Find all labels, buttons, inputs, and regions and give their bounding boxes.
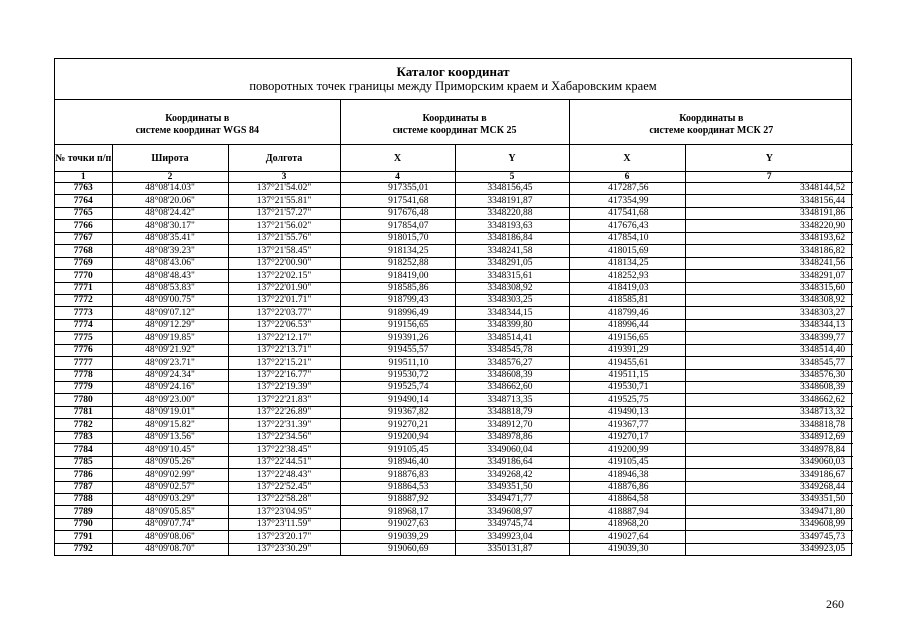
latitude-cell: 48°09'19.85" <box>112 332 228 344</box>
point-number-cell: 7765 <box>55 207 112 219</box>
x-msk25-cell: 919270,21 <box>340 419 455 431</box>
point-number-cell: 7779 <box>55 382 112 394</box>
x-msk25-cell: 919367,82 <box>340 406 455 418</box>
y-msk25-cell: 3349060,04 <box>455 444 569 456</box>
x-msk25-cell: 918876,83 <box>340 469 455 481</box>
longitude-cell: 137°22'01.90" <box>228 282 340 294</box>
latitude-cell: 48°09'07.74" <box>112 518 228 530</box>
table-row <box>55 220 853 232</box>
column-header-x-msk25: X <box>340 145 455 172</box>
y-msk25-cell: 3348344,15 <box>455 307 569 319</box>
point-number-cell: 7792 <box>55 543 112 555</box>
y-msk25-cell: 3349608,97 <box>455 506 569 518</box>
table-row <box>55 270 853 282</box>
x-msk25-cell: 918887,92 <box>340 493 455 505</box>
point-number-cell: 7787 <box>55 481 112 493</box>
x-msk25-cell: 917355,01 <box>340 183 455 195</box>
longitude-cell: 137°23'30.29" <box>228 543 340 555</box>
y-msk27-cell: 3348156,44 <box>685 195 853 207</box>
x-msk25-cell: 919039,29 <box>340 531 455 543</box>
latitude-cell: 48°09'13.56" <box>112 431 228 443</box>
y-msk27-cell: 3349186,67 <box>685 469 853 481</box>
x-msk25-cell: 919200,94 <box>340 431 455 443</box>
column-number-row <box>55 172 853 183</box>
x-msk25-cell: 918252,88 <box>340 257 455 269</box>
y-msk27-cell: 3348193,62 <box>685 232 853 244</box>
table-row <box>55 543 853 555</box>
table-row <box>55 456 853 468</box>
longitude-cell: 137°22'21.83" <box>228 394 340 406</box>
x-msk27-cell: 418252,93 <box>569 270 685 282</box>
y-msk25-cell: 3348241,58 <box>455 245 569 257</box>
longitude-cell: 137°23'04.95" <box>228 506 340 518</box>
x-msk27-cell: 418946,38 <box>569 469 685 481</box>
y-msk25-cell: 3348713,35 <box>455 394 569 406</box>
y-msk27-cell: 3348191,86 <box>685 207 853 219</box>
point-number-cell: 7791 <box>55 531 112 543</box>
latitude-cell: 48°08'43.06" <box>112 257 228 269</box>
point-number-cell: 7764 <box>55 195 112 207</box>
latitude-cell: 48°09'05.85" <box>112 506 228 518</box>
column-number: 7 <box>685 172 853 183</box>
point-number-cell: 7777 <box>55 357 112 369</box>
column-number: 5 <box>455 172 569 183</box>
y-msk25-cell: 3349471,77 <box>455 493 569 505</box>
column-header-y-msk27: Y <box>685 145 853 172</box>
point-number-cell: 7784 <box>55 444 112 456</box>
longitude-cell: 137°22'12.17" <box>228 332 340 344</box>
x-msk25-cell: 918419,00 <box>340 270 455 282</box>
x-msk25-cell: 919027,63 <box>340 518 455 530</box>
y-msk25-cell: 3348303,25 <box>455 294 569 306</box>
x-msk27-cell: 417676,43 <box>569 220 685 232</box>
y-msk27-cell: 3348608,39 <box>685 382 853 394</box>
latitude-cell: 48°09'15.82" <box>112 419 228 431</box>
y-msk25-cell: 3349268,42 <box>455 469 569 481</box>
y-msk27-cell: 3348308,92 <box>685 294 853 306</box>
y-msk25-cell: 3348608,39 <box>455 369 569 381</box>
y-msk25-cell: 3348308,92 <box>455 282 569 294</box>
y-msk27-cell: 3348220,90 <box>685 220 853 232</box>
x-msk27-cell: 418876,86 <box>569 481 685 493</box>
x-msk27-cell: 419039,30 <box>569 543 685 555</box>
x-msk27-cell: 417354,99 <box>569 195 685 207</box>
longitude-cell: 137°22'03.77" <box>228 307 340 319</box>
point-number-cell: 7782 <box>55 419 112 431</box>
x-msk25-cell: 919391,26 <box>340 332 455 344</box>
point-number-cell: 7776 <box>55 344 112 356</box>
column-number: 4 <box>340 172 455 183</box>
y-msk25-cell: 3348545,78 <box>455 344 569 356</box>
y-msk27-cell: 3348576,30 <box>685 369 853 381</box>
longitude-cell: 137°22'02.15" <box>228 270 340 282</box>
x-msk25-cell: 917676,48 <box>340 207 455 219</box>
latitude-cell: 48°09'02.57" <box>112 481 228 493</box>
y-msk25-cell: 3348514,41 <box>455 332 569 344</box>
x-msk27-cell: 419156,65 <box>569 332 685 344</box>
y-msk25-cell: 3348315,61 <box>455 270 569 282</box>
x-msk25-cell: 919060,69 <box>340 543 455 555</box>
x-msk25-cell: 918946,40 <box>340 456 455 468</box>
longitude-cell: 137°21'58.45" <box>228 245 340 257</box>
y-msk25-cell: 3348818,79 <box>455 406 569 418</box>
longitude-cell: 137°22'38.45" <box>228 444 340 456</box>
latitude-cell: 48°08'35.41" <box>112 232 228 244</box>
y-msk25-cell: 3348156,45 <box>455 183 569 195</box>
longitude-cell: 137°22'01.71" <box>228 294 340 306</box>
column-number: 2 <box>112 172 228 183</box>
longitude-cell: 137°21'55.76" <box>228 232 340 244</box>
y-msk25-cell: 3348193,63 <box>455 220 569 232</box>
longitude-cell: 137°21'57.27" <box>228 207 340 219</box>
longitude-cell: 137°22'26.89" <box>228 406 340 418</box>
latitude-cell: 48°09'24.16" <box>112 382 228 394</box>
point-number-cell: 7766 <box>55 220 112 232</box>
y-msk25-cell: 3348186,84 <box>455 232 569 244</box>
latitude-cell: 48°09'08.06" <box>112 531 228 543</box>
x-msk27-cell: 418419,03 <box>569 282 685 294</box>
column-header-longitude: Долгота <box>228 145 340 172</box>
x-msk25-cell: 918996,49 <box>340 307 455 319</box>
y-msk27-cell: 3349923,05 <box>685 543 853 555</box>
column-number: 3 <box>228 172 340 183</box>
x-msk27-cell: 418015,69 <box>569 245 685 257</box>
table-row <box>55 195 853 207</box>
table-row <box>55 245 853 257</box>
point-number-cell: 7775 <box>55 332 112 344</box>
x-msk27-cell: 418134,25 <box>569 257 685 269</box>
longitude-cell: 137°22'48.43" <box>228 469 340 481</box>
y-msk27-cell: 3348303,27 <box>685 307 853 319</box>
table-row <box>55 493 853 505</box>
point-number-cell: 7769 <box>55 257 112 269</box>
x-msk25-cell: 918134,25 <box>340 245 455 257</box>
catalog-header <box>55 59 851 100</box>
latitude-cell: 48°09'10.45" <box>112 444 228 456</box>
column-number: 6 <box>569 172 685 183</box>
coordinate-catalog <box>54 58 852 556</box>
latitude-cell: 48°09'02.99" <box>112 469 228 481</box>
latitude-cell: 48°09'12.29" <box>112 319 228 331</box>
system-msk27-header: Координаты в системе координат МСК 27 <box>569 100 853 145</box>
latitude-cell: 48°08'14.03" <box>112 183 228 195</box>
latitude-cell: 48°09'00.75" <box>112 294 228 306</box>
y-msk27-cell: 3349471,80 <box>685 506 853 518</box>
table-row <box>55 282 853 294</box>
latitude-cell: 48°09'19.01" <box>112 406 228 418</box>
longitude-cell: 137°21'55.81" <box>228 195 340 207</box>
latitude-cell: 48°09'21.92" <box>112 344 228 356</box>
table-row <box>55 294 853 306</box>
system-msk25-header: Координаты в системе координат МСК 25 <box>340 100 569 145</box>
latitude-cell: 48°08'39.23" <box>112 245 228 257</box>
latitude-cell: 48°08'53.83" <box>112 282 228 294</box>
y-msk27-cell: 3348144,52 <box>685 183 853 195</box>
table-row <box>55 406 853 418</box>
table-row <box>55 257 853 269</box>
x-msk25-cell: 919525,74 <box>340 382 455 394</box>
y-msk27-cell: 3348344,13 <box>685 319 853 331</box>
latitude-cell: 48°09'23.00" <box>112 394 228 406</box>
point-number-cell: 7781 <box>55 406 112 418</box>
x-msk27-cell: 419511,15 <box>569 369 685 381</box>
column-header-point: № точки п/п <box>55 145 112 172</box>
y-msk27-cell: 3349745,73 <box>685 531 853 543</box>
y-msk25-cell: 3348978,86 <box>455 431 569 443</box>
y-msk27-cell: 3349608,99 <box>685 518 853 530</box>
x-msk25-cell: 919455,57 <box>340 344 455 356</box>
x-msk27-cell: 417541,68 <box>569 207 685 219</box>
y-msk25-cell: 3349351,50 <box>455 481 569 493</box>
x-msk27-cell: 418799,46 <box>569 307 685 319</box>
x-msk25-cell: 919490,14 <box>340 394 455 406</box>
x-msk25-cell: 918864,53 <box>340 481 455 493</box>
table-row <box>55 481 853 493</box>
longitude-cell: 137°21'56.02" <box>228 220 340 232</box>
longitude-cell: 137°21'54.02" <box>228 183 340 195</box>
latitude-cell: 48°09'05.26" <box>112 456 228 468</box>
latitude-cell: 48°09'07.12" <box>112 307 228 319</box>
x-msk25-cell: 919511,10 <box>340 357 455 369</box>
x-msk27-cell: 418887,94 <box>569 506 685 518</box>
y-msk27-cell: 3348912,69 <box>685 431 853 443</box>
table-row <box>55 332 853 344</box>
point-number-cell: 7771 <box>55 282 112 294</box>
point-number-cell: 7785 <box>55 456 112 468</box>
longitude-cell: 137°22'16.77" <box>228 369 340 381</box>
catalog-title: Каталог координат <box>396 64 510 79</box>
latitude-cell: 48°09'03.29" <box>112 493 228 505</box>
y-msk25-cell: 3349186,64 <box>455 456 569 468</box>
longitude-cell: 137°22'15.21" <box>228 357 340 369</box>
y-msk27-cell: 3348315,60 <box>685 282 853 294</box>
y-msk25-cell: 3350131,87 <box>455 543 569 555</box>
system-header-row <box>55 100 853 145</box>
system-wgs84-header: Координаты в системе координат WGS 84 <box>55 100 340 145</box>
longitude-cell: 137°22'00.90" <box>228 257 340 269</box>
point-number-cell: 7772 <box>55 294 112 306</box>
x-msk27-cell: 419027,64 <box>569 531 685 543</box>
column-header-latitude: Широта <box>112 145 228 172</box>
point-number-cell: 7789 <box>55 506 112 518</box>
x-msk25-cell: 918585,86 <box>340 282 455 294</box>
x-msk27-cell: 417854,10 <box>569 232 685 244</box>
x-msk27-cell: 417287,56 <box>569 183 685 195</box>
longitude-cell: 137°22'52.45" <box>228 481 340 493</box>
x-msk27-cell: 419530,71 <box>569 382 685 394</box>
x-msk27-cell: 419391,29 <box>569 344 685 356</box>
table-row <box>55 319 853 331</box>
x-msk27-cell: 419525,75 <box>569 394 685 406</box>
y-msk27-cell: 3349060,03 <box>685 456 853 468</box>
latitude-cell: 48°09'08.70" <box>112 543 228 555</box>
table-row <box>55 419 853 431</box>
y-msk27-cell: 3348662,62 <box>685 394 853 406</box>
longitude-cell: 137°22'31.39" <box>228 419 340 431</box>
point-number-cell: 7770 <box>55 270 112 282</box>
x-msk27-cell: 418585,81 <box>569 294 685 306</box>
table-row <box>55 506 853 518</box>
y-msk27-cell: 3348818,78 <box>685 419 853 431</box>
y-msk25-cell: 3348291,05 <box>455 257 569 269</box>
longitude-cell: 137°23'20.17" <box>228 531 340 543</box>
point-number-cell: 7783 <box>55 431 112 443</box>
table-row <box>55 344 853 356</box>
point-number-cell: 7790 <box>55 518 112 530</box>
column-header-y-msk25: Y <box>455 145 569 172</box>
latitude-cell: 48°09'23.71" <box>112 357 228 369</box>
table-row <box>55 232 853 244</box>
x-msk25-cell: 919530,72 <box>340 369 455 381</box>
table-row <box>55 431 853 443</box>
longitude-cell: 137°22'58.28" <box>228 493 340 505</box>
x-msk25-cell: 917854,07 <box>340 220 455 232</box>
y-msk27-cell: 3348399,77 <box>685 332 853 344</box>
x-msk27-cell: 419367,77 <box>569 419 685 431</box>
point-number-cell: 7763 <box>55 183 112 195</box>
y-msk25-cell: 3348576,27 <box>455 357 569 369</box>
latitude-cell: 48°08'20.06" <box>112 195 228 207</box>
longitude-cell: 137°22'13.71" <box>228 344 340 356</box>
page-number: 260 <box>826 597 844 611</box>
longitude-cell: 137°22'34.56" <box>228 431 340 443</box>
longitude-cell: 137°23'11.59" <box>228 518 340 530</box>
point-number-cell: 7778 <box>55 369 112 381</box>
table-row <box>55 357 853 369</box>
x-msk25-cell: 917541,68 <box>340 195 455 207</box>
x-msk27-cell: 419455,61 <box>569 357 685 369</box>
column-number: 1 <box>55 172 112 183</box>
longitude-cell: 137°22'19.39" <box>228 382 340 394</box>
x-msk25-cell: 918968,17 <box>340 506 455 518</box>
x-msk25-cell: 919156,65 <box>340 319 455 331</box>
y-msk25-cell: 3349745,74 <box>455 518 569 530</box>
point-number-cell: 7774 <box>55 319 112 331</box>
y-msk25-cell: 3348191,87 <box>455 195 569 207</box>
x-msk27-cell: 419490,13 <box>569 406 685 418</box>
y-msk25-cell: 3348662,60 <box>455 382 569 394</box>
table-row <box>55 394 853 406</box>
y-msk27-cell: 3349268,44 <box>685 481 853 493</box>
y-msk27-cell: 3348713,32 <box>685 406 853 418</box>
table-row <box>55 369 853 381</box>
table-row <box>55 444 853 456</box>
y-msk25-cell: 3349923,04 <box>455 531 569 543</box>
y-msk25-cell: 3348399,80 <box>455 319 569 331</box>
column-header-row <box>55 145 853 172</box>
table-row <box>55 518 853 530</box>
y-msk27-cell: 3348291,07 <box>685 270 853 282</box>
y-msk27-cell: 3348186,82 <box>685 245 853 257</box>
x-msk25-cell: 919105,45 <box>340 444 455 456</box>
table-row <box>55 469 853 481</box>
table-row <box>55 207 853 219</box>
latitude-cell: 48°08'30.17" <box>112 220 228 232</box>
point-number-cell: 7767 <box>55 232 112 244</box>
point-number-cell: 7768 <box>55 245 112 257</box>
x-msk25-cell: 918015,70 <box>340 232 455 244</box>
table-row <box>55 183 853 195</box>
y-msk27-cell: 3349351,50 <box>685 493 853 505</box>
catalog-subtitle: поворотных точек границы между Приморским краем и Хабаровским краем <box>249 79 657 93</box>
point-number-cell: 7788 <box>55 493 112 505</box>
latitude-cell: 48°08'24.42" <box>112 207 228 219</box>
table-row <box>55 531 853 543</box>
x-msk27-cell: 418996,44 <box>569 319 685 331</box>
latitude-cell: 48°09'24.34" <box>112 369 228 381</box>
y-msk27-cell: 3348978,84 <box>685 444 853 456</box>
point-number-cell: 7773 <box>55 307 112 319</box>
coordinates-table <box>55 100 853 555</box>
x-msk25-cell: 918799,43 <box>340 294 455 306</box>
x-msk27-cell: 418864,58 <box>569 493 685 505</box>
table-row <box>55 382 853 394</box>
y-msk25-cell: 3348220,88 <box>455 207 569 219</box>
x-msk27-cell: 419200,99 <box>569 444 685 456</box>
x-msk27-cell: 418968,20 <box>569 518 685 530</box>
x-msk27-cell: 419270,17 <box>569 431 685 443</box>
point-number-cell: 7780 <box>55 394 112 406</box>
y-msk27-cell: 3348514,40 <box>685 344 853 356</box>
longitude-cell: 137°22'44.51" <box>228 456 340 468</box>
longitude-cell: 137°22'06.53" <box>228 319 340 331</box>
column-header-x-msk27: X <box>569 145 685 172</box>
point-number-cell: 7786 <box>55 469 112 481</box>
y-msk27-cell: 3348545,77 <box>685 357 853 369</box>
latitude-cell: 48°08'48.43" <box>112 270 228 282</box>
x-msk27-cell: 419105,45 <box>569 456 685 468</box>
y-msk25-cell: 3348912,70 <box>455 419 569 431</box>
table-row <box>55 307 853 319</box>
y-msk27-cell: 3348241,56 <box>685 257 853 269</box>
